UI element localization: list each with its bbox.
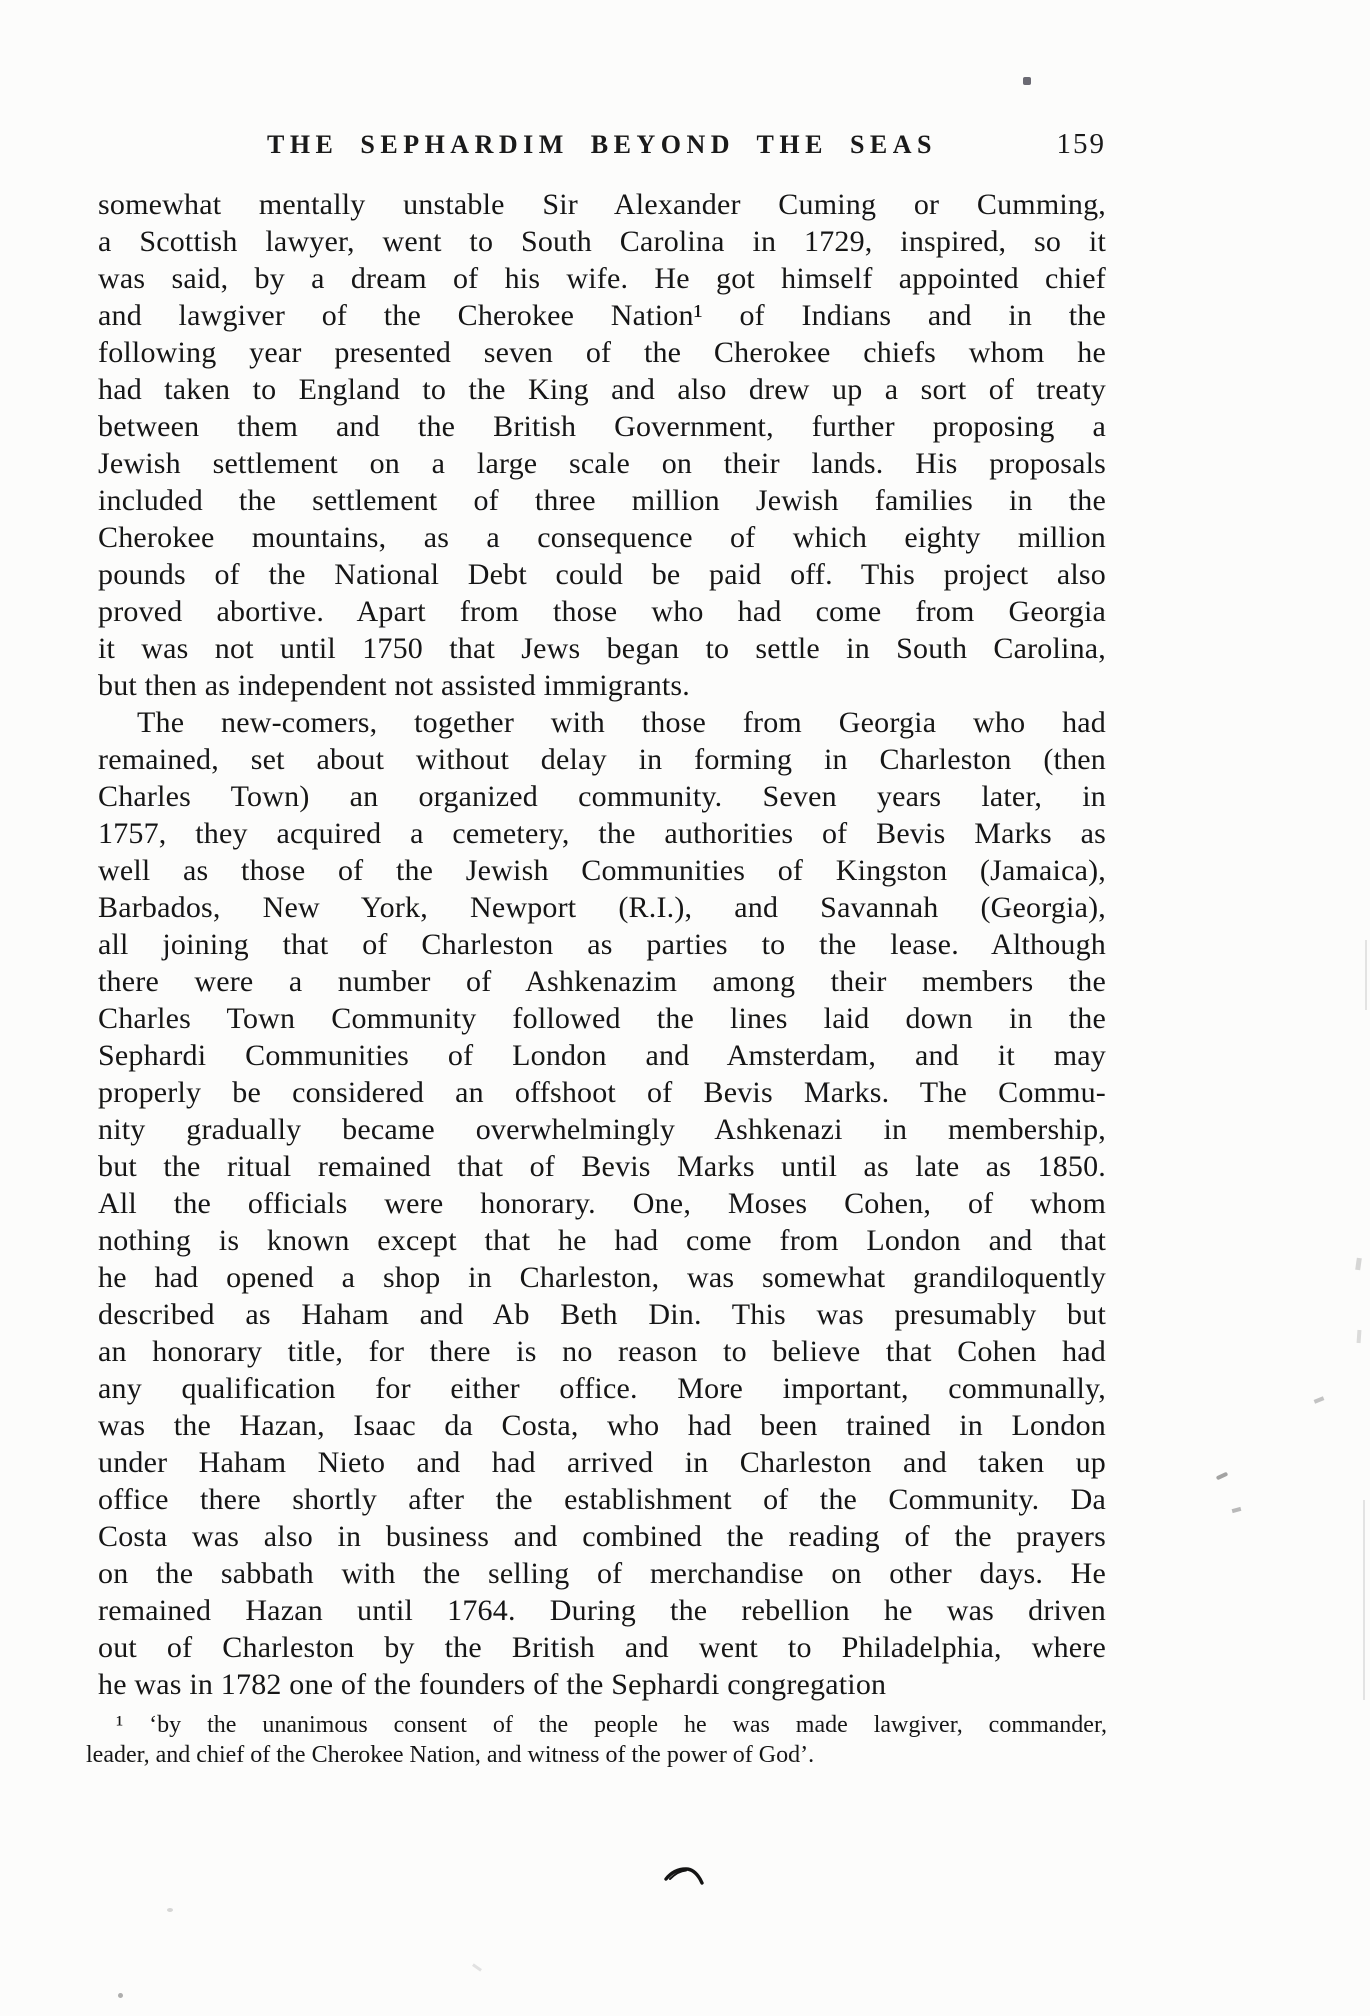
scan-speck <box>1314 1396 1325 1403</box>
ink-speck <box>118 1993 123 1998</box>
text-line: Barbados, New York, Newport (R.I.), and Savannah (Georgia), <box>98 891 1106 924</box>
text-line: and lawgiver of the Cherokee Nation¹ of Indians and in the <box>98 299 1106 332</box>
text-line: he had opened a shop in Charleston, was somewhat grandiloquently <box>98 1261 1106 1294</box>
text-line: an honorary title, for there is no reason to believe that Cohen had <box>98 1335 1106 1368</box>
text-line: remained Hazan until 1764. During the rebellion he was driven <box>98 1594 1106 1627</box>
scan-speck <box>1232 1507 1242 1513</box>
page-edge-shadow <box>1363 1500 1365 1700</box>
text-line: was the Hazan, Isaac da Costa, who had been trained in London <box>98 1409 1106 1442</box>
footnote-line: ¹ ‘by the unanimous consent of the people he was made lawgiver, commander, <box>116 1712 1107 1738</box>
page-number: 159 <box>1056 128 1106 160</box>
text-line: all joining that of Charleston as parties to the lease. Although <box>98 928 1106 961</box>
text-line: Charles Town) an organized community. Seven years later, in <box>98 780 1106 813</box>
running-header <box>98 130 1106 164</box>
text-line: out of Charleston by the British and went to Philadelphia, where <box>98 1631 1106 1664</box>
text-line: somewhat mentally unstable Sir Alexander Cuming or Cumming, <box>98 188 1106 221</box>
text-line: properly be considered an offshoot of Bevis Marks. The Commu- <box>98 1076 1106 1109</box>
text-line: nothing is known except that he had come from London and that <box>98 1224 1106 1257</box>
text-line: included the settlement of three million Jewish families in the <box>98 484 1106 517</box>
text-line: well as those of the Jewish Communities of Kingston (Jamaica), <box>98 854 1106 887</box>
page-edge-shadow <box>1365 940 1367 1010</box>
text-line: remained, set about without delay in forming in Charleston (then <box>98 743 1106 776</box>
running-header-title: THE SEPHARDIM BEYOND THE SEAS <box>266 130 937 159</box>
text-line: but then as independent not assisted immigrants. <box>98 669 691 702</box>
text-line: pounds of the National Debt could be paid off. This project also <box>98 558 1106 591</box>
text-line: Charles Town Community followed the lines laid down in the <box>98 1002 1106 1035</box>
text-line: there were a number of Ashkenazim among their members the <box>98 965 1106 998</box>
text-line: between them and the British Government, further proposing a <box>98 410 1106 443</box>
text-line: any qualification for either office. More important, communally, <box>98 1372 1106 1405</box>
text-line: proved abortive. Apart from those who had come from Georgia <box>98 595 1106 628</box>
text-line: following year presented seven of the Cherokee chiefs whom he <box>98 336 1106 369</box>
scan-speck <box>167 1908 173 1912</box>
scan-speck <box>1355 1258 1362 1271</box>
text-line: on the sabbath with the selling of merchandise on other days. He <box>98 1557 1106 1590</box>
text-line: All the officials were honorary. One, Moses Cohen, of whom <box>98 1187 1106 1220</box>
footnote <box>86 1710 1107 1770</box>
ink-swash-mark <box>664 1860 712 1890</box>
text-line: 1757, they acquired a cemetery, the authorities of Bevis Marks as <box>98 817 1106 850</box>
text-line: Cherokee mountains, as a consequence of which eighty million <box>98 521 1106 554</box>
text-line: Sephardi Communities of London and Amsterdam, and it may <box>98 1039 1106 1072</box>
text-line: he was in 1782 one of the founders of the Sephardi congregation <box>98 1668 887 1701</box>
text-line: nity gradually became overwhelmingly Ashkenazi in membership, <box>98 1113 1106 1146</box>
text-line: had taken to England to the King and also drew up a sort of treaty <box>98 373 1106 406</box>
scan-speck <box>1216 1472 1229 1481</box>
text-line: was said, by a dream of his wife. He got himself appointed chief <box>98 262 1106 295</box>
ink-speck <box>1023 77 1031 85</box>
body-text <box>98 186 1106 1703</box>
text-line: The new-comers, together with those from Georgia who had <box>137 706 1106 739</box>
text-line: a Scottish lawyer, went to South Carolina in 1729, inspired, so it <box>98 225 1106 258</box>
scan-speck <box>472 1963 482 1971</box>
text-line: office there shortly after the establishment of the Community. Da <box>98 1483 1106 1516</box>
footnote-line: leader, and chief of the Cherokee Nation, and witness of the power of God’. <box>86 1742 815 1768</box>
text-line: described as Haham and Ab Beth Din. This was presumably but <box>98 1298 1106 1331</box>
text-line: Costa was also in business and combined the reading of the prayers <box>98 1520 1106 1553</box>
scan-speck <box>1357 1330 1362 1343</box>
text-line: it was not until 1750 that Jews began to settle in South Carolina, <box>98 632 1106 665</box>
text-line: but the ritual remained that of Bevis Marks until as late as 1850. <box>98 1150 1106 1183</box>
text-line: under Haham Nieto and had arrived in Charleston and taken up <box>98 1446 1106 1479</box>
text-line: Jewish settlement on a large scale on their lands. His proposals <box>98 447 1106 480</box>
